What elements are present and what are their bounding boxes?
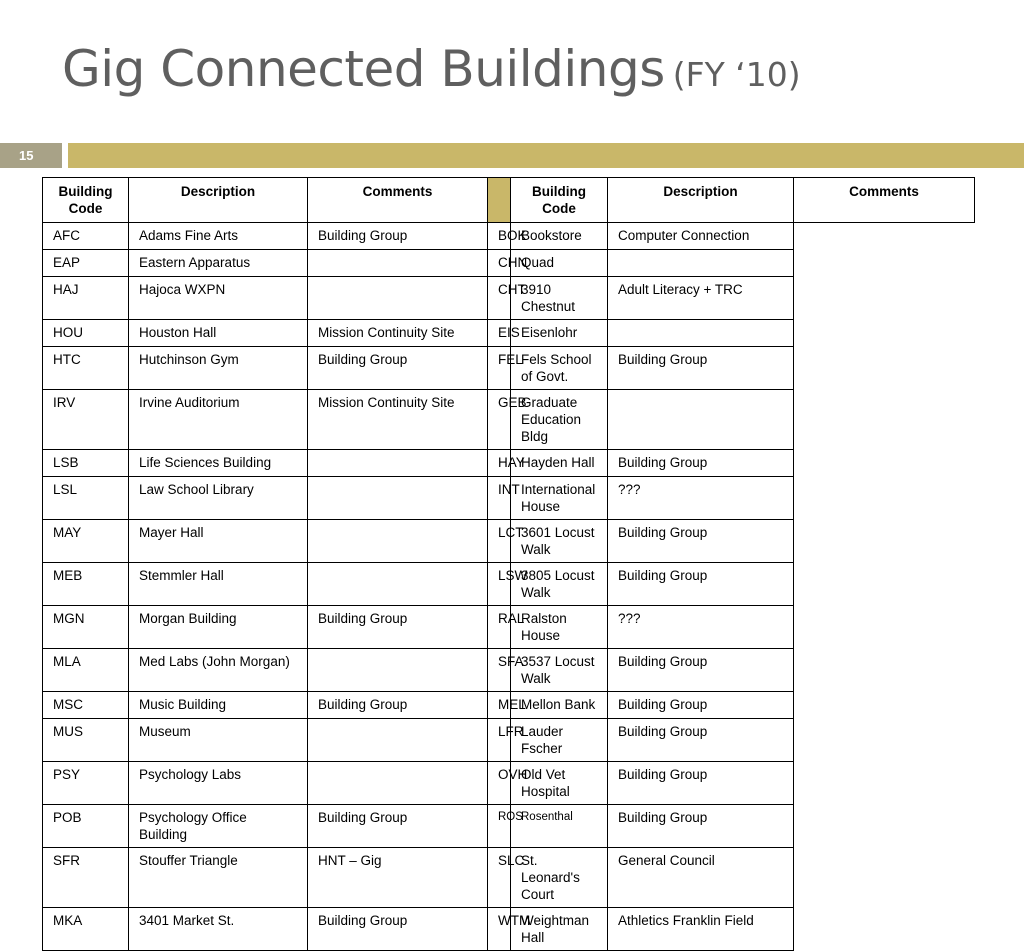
table-row — [43, 719, 975, 762]
left-code-cell: EAP — [43, 250, 129, 277]
right-comments-cell: Computer Connection — [608, 223, 794, 250]
right-code-cell: INT — [488, 477, 511, 520]
right-code-cell: MEL — [488, 692, 511, 719]
left-code-cell: MKA — [43, 908, 129, 951]
right-code-cell: SFA — [488, 649, 511, 692]
table-row — [43, 649, 975, 692]
left-description-cell: Med Labs (John Morgan) — [129, 649, 308, 692]
table-row — [43, 223, 975, 250]
right-description-cell: Lauder Fscher — [511, 719, 608, 762]
right-description-cell: Mellon Bank — [511, 692, 608, 719]
accent-band — [68, 143, 1024, 168]
slide-number: 15 — [0, 143, 62, 168]
table-row — [43, 563, 975, 606]
left-description-cell: Irvine Auditorium — [129, 390, 308, 450]
slide-title-main: Gig Connected Buildings — [62, 40, 665, 98]
right-description-cell: Old Vet Hospital — [511, 762, 608, 805]
right-code-cell: RAL — [488, 606, 511, 649]
right-description-cell: Ralston House — [511, 606, 608, 649]
right-code-cell: LSW — [488, 563, 511, 606]
table-header-row — [43, 178, 975, 223]
right-description-cell: Rosenthal — [511, 805, 608, 848]
right-description-cell: 3805 Locust Walk — [511, 563, 608, 606]
left-comments-cell: HNT – Gig — [308, 848, 488, 908]
table-row — [43, 250, 975, 277]
right-code-cell: CHN — [488, 250, 511, 277]
left-comments-cell — [308, 520, 488, 563]
right-description-cell: 3910 Chestnut — [511, 277, 608, 320]
right-comments-cell — [608, 390, 794, 450]
right-description-cell: Fels School of Govt. — [511, 347, 608, 390]
right-description-cell: Eisenlohr — [511, 320, 608, 347]
right-comments-cell: Building Group — [608, 692, 794, 719]
left-description-cell: Museum — [129, 719, 308, 762]
table-row — [43, 277, 975, 320]
left-comments-cell: Building Group — [308, 805, 488, 848]
left-description-cell: Hutchinson Gym — [129, 347, 308, 390]
left-description-cell: Eastern Apparatus — [129, 250, 308, 277]
right-code-cell: ROS — [488, 805, 511, 848]
header-building-code-left: Building Code — [43, 178, 129, 223]
right-comments-cell: Athletics Franklin Field — [608, 908, 794, 951]
slide-title-fiscal-year: (FY ‘10) — [672, 55, 801, 94]
left-code-cell: MGN — [43, 606, 129, 649]
left-comments-cell — [308, 762, 488, 805]
left-description-cell: Music Building — [129, 692, 308, 719]
right-description-cell: International House — [511, 477, 608, 520]
right-comments-cell: Adult Literacy + TRC — [608, 277, 794, 320]
right-comments-cell: ??? — [608, 606, 794, 649]
left-comments-cell — [308, 250, 488, 277]
right-comments-cell: Building Group — [608, 762, 794, 805]
buildings-table — [42, 177, 975, 951]
header-comments-left: Comments — [308, 178, 488, 223]
left-code-cell: LSL — [43, 477, 129, 520]
right-comments-cell: Building Group — [608, 719, 794, 762]
table-row — [43, 805, 975, 848]
right-comments-cell: Building Group — [608, 520, 794, 563]
right-comments-cell: Building Group — [608, 649, 794, 692]
left-code-cell: MSC — [43, 692, 129, 719]
right-comments-cell — [608, 320, 794, 347]
right-description-cell: St. Leonard's Court — [511, 848, 608, 908]
table-row — [43, 477, 975, 520]
table-row — [43, 347, 975, 390]
right-code-cell: WTM — [488, 908, 511, 951]
left-description-cell: Houston Hall — [129, 320, 308, 347]
left-comments-cell: Mission Continuity Site — [308, 320, 488, 347]
table-row — [43, 320, 975, 347]
left-comments-cell — [308, 563, 488, 606]
right-comments-cell: General Council — [608, 848, 794, 908]
right-code-cell: OVH — [488, 762, 511, 805]
left-code-cell: IRV — [43, 390, 129, 450]
left-code-cell: MEB — [43, 563, 129, 606]
left-description-cell: Life Sciences Building — [129, 450, 308, 477]
left-code-cell: MUS — [43, 719, 129, 762]
left-description-cell: Psychology Labs — [129, 762, 308, 805]
header-comments-right: Comments — [794, 178, 975, 223]
left-code-cell: HOU — [43, 320, 129, 347]
table-row — [43, 390, 975, 450]
table-row — [43, 450, 975, 477]
left-comments-cell: Building Group — [308, 692, 488, 719]
left-code-cell: HTC — [43, 347, 129, 390]
slide-title — [62, 40, 801, 98]
table-row — [43, 520, 975, 563]
left-code-cell: POB — [43, 805, 129, 848]
right-code-cell: SLC — [488, 848, 511, 908]
left-comments-cell — [308, 719, 488, 762]
left-comments-cell — [308, 477, 488, 520]
left-description-cell: Psychology Office Building — [129, 805, 308, 848]
right-description-cell: Quad — [511, 250, 608, 277]
table-row — [43, 762, 975, 805]
left-comments-cell: Building Group — [308, 223, 488, 250]
right-code-cell: HAY — [488, 450, 511, 477]
right-comments-cell — [608, 250, 794, 277]
right-comments-cell: Building Group — [608, 347, 794, 390]
right-description-cell: 3601 Locust Walk — [511, 520, 608, 563]
table-row — [43, 692, 975, 719]
left-description-cell: Stemmler Hall — [129, 563, 308, 606]
right-description-cell: 3537 Locust Walk — [511, 649, 608, 692]
right-comments-cell: Building Group — [608, 450, 794, 477]
left-comments-cell: Building Group — [308, 908, 488, 951]
left-comments-cell: Building Group — [308, 606, 488, 649]
table-row — [43, 848, 975, 908]
left-description-cell: 3401 Market St. — [129, 908, 308, 951]
left-description-cell: Adams Fine Arts — [129, 223, 308, 250]
left-code-cell: AFC — [43, 223, 129, 250]
right-description-cell: Bookstore — [511, 223, 608, 250]
right-code-cell: CHT — [488, 277, 511, 320]
header-building-code-right: Building Code — [511, 178, 608, 223]
left-comments-cell — [308, 649, 488, 692]
table-row — [43, 908, 975, 951]
left-comments-cell — [308, 450, 488, 477]
right-description-cell: Weightman Hall — [511, 908, 608, 951]
left-description-cell: Morgan Building — [129, 606, 308, 649]
right-comments-cell: Building Group — [608, 805, 794, 848]
right-comments-cell: ??? — [608, 477, 794, 520]
right-code-cell: EIS — [488, 320, 511, 347]
right-code-cell: FEL — [488, 347, 511, 390]
left-description-cell: Hajoca WXPN — [129, 277, 308, 320]
header-description-right: Description — [608, 178, 794, 223]
left-code-cell: MLA — [43, 649, 129, 692]
right-description-cell: Graduate Education Bldg — [511, 390, 608, 450]
right-code-cell: GEB — [488, 390, 511, 450]
left-comments-cell: Mission Continuity Site — [308, 390, 488, 450]
left-comments-cell: Building Group — [308, 347, 488, 390]
right-comments-cell: Building Group — [608, 563, 794, 606]
right-code-cell: LCT — [488, 520, 511, 563]
left-code-cell: SFR — [43, 848, 129, 908]
left-code-cell: LSB — [43, 450, 129, 477]
left-code-cell: HAJ — [43, 277, 129, 320]
left-code-cell: PSY — [43, 762, 129, 805]
right-code-cell: LFR — [488, 719, 511, 762]
right-code-cell: BOK — [488, 223, 511, 250]
table-row — [43, 606, 975, 649]
table-divider-column — [488, 178, 511, 223]
left-description-cell: Law School Library — [129, 477, 308, 520]
left-description-cell: Mayer Hall — [129, 520, 308, 563]
buildings-table-body — [43, 223, 975, 951]
header-description-left: Description — [129, 178, 308, 223]
right-description-cell: Hayden Hall — [511, 450, 608, 477]
left-comments-cell — [308, 277, 488, 320]
left-code-cell: MAY — [43, 520, 129, 563]
left-description-cell: Stouffer Triangle — [129, 848, 308, 908]
